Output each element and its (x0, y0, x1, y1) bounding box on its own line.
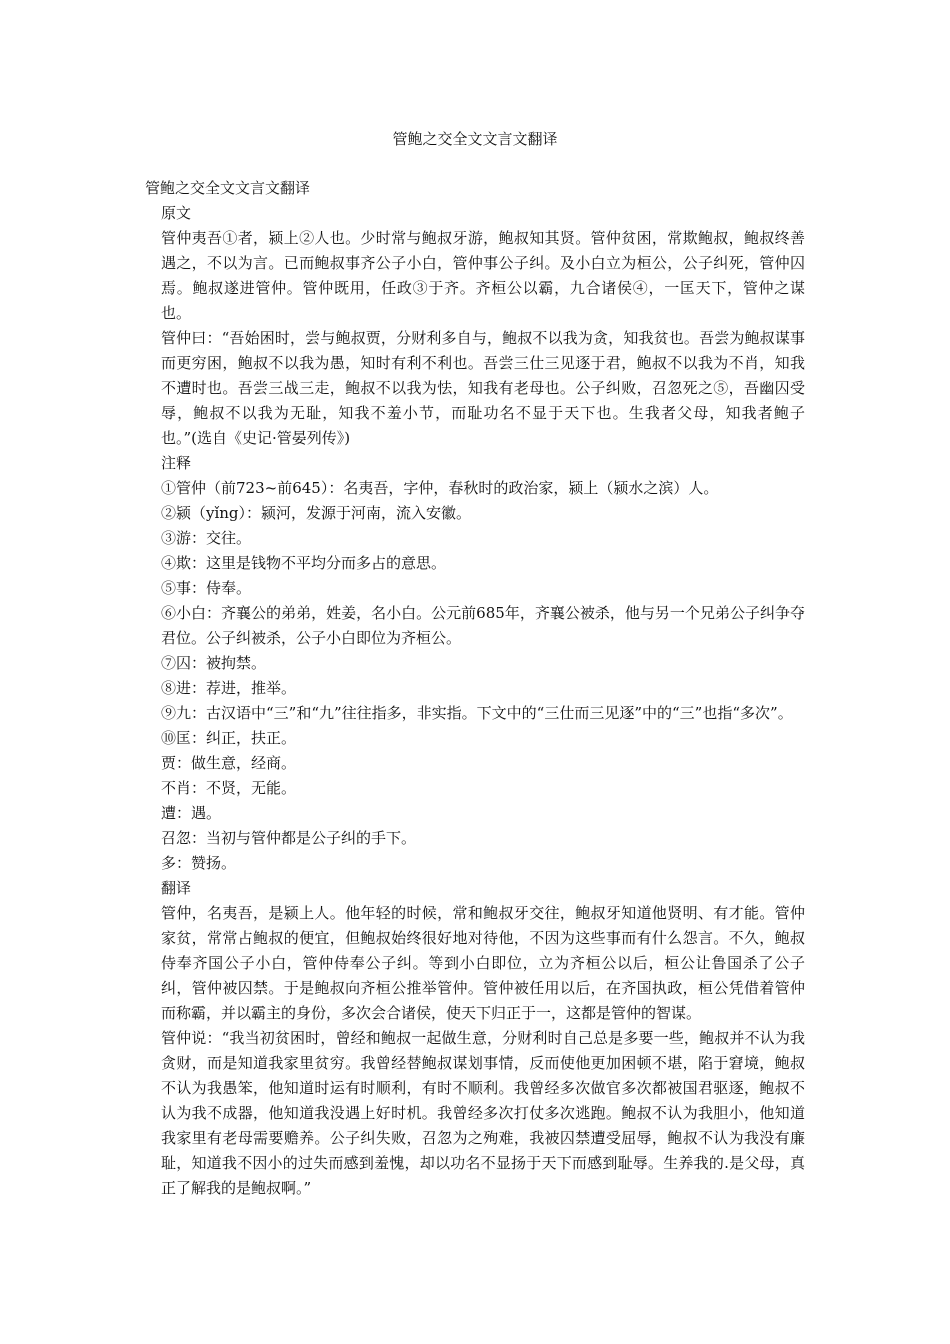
note-item: ⑩匡：纠正，扶正。 (161, 729, 297, 747)
translation-paragraph: 管仲说：“我当初贫困时，曾经和鲍叔一起做生意，分财利时自己总是多要一些，鲍叔并不认为我贪财，而是知道我家里贫穷。我曾经替鲍叔谋划事情，反而使他更加困顿不堪，陷于窘境，鲍叔不认为我愚笨，他知道时运有时顺利，有时不顺利。我曾经多次做官多次都被国君驱逐，鲍叔不认为我不成器，他知道我没遇上好时机。我曾经多次打仗多次逃跑。鲍叔不认为我胆小，他知道我家里有老母需要赡养。公子纠失败，召忽为之殉难，我被囚禁遭受屈辱，鲍叔不认为我没有廉耻，知道我不因小的过失而感到羞愧，却以功名不显扬于天下而感到耻辱。生养我的.是父母，真正了解我的是鲍叔啊。” (161, 1029, 805, 1197)
note-item: 召忽：当初与管仲都是公子纠的手下。 (161, 829, 417, 847)
original-text-label: 原文 (161, 204, 192, 222)
document-title: 管鲍之交全文文言文翻译 (392, 130, 558, 148)
translation-paragraph: 管仲，名夷吾，是颍上人。他年轻的时候，常和鲍叔牙交往，鲍叔牙知道他贤明、有才能。管仲家贫，常常占鲍叔的便宜，但鲍叔始终很好地对待他，不因为这些事而有什么怨言。不久，鲍叔侍奉齐国公子小白，管仲侍奉公子纠。等到小白即位，立为齐桓公以后，桓公让鲁国杀了公子纠，管仲被囚禁。于是鲍叔向齐桓公推举管仲。管仲被任用以后，在齐国执政，桓公凭借着管仲而称霸，并以霸主的身份，多次会合诸侯，使天下归正于一，这都是管仲的智谋。 (161, 904, 805, 1022)
note-item: ③游：交往。 (161, 529, 252, 547)
note-item: ⑨九：古汉语中“三”和“九”往往指多，非实指。下文中的“三仕而三见逐”中的“三”也指“多次”。 (161, 704, 793, 722)
note-item: ①管仲（前723~前645）：名夷吾，字仲，春秋时的政治家，颍上（颍水之滨）人。 (161, 479, 719, 497)
translation-label: 翻译 (161, 879, 192, 897)
original-text-paragraph: 管仲夷吾①者，颍上②人也。少时常与鲍叔牙游，鲍叔知其贤。管仲贫困，常欺鲍叔，鲍叔终善遇之，不以为言。已而鲍叔事齐公子小白，管仲事公子纠。及小白立为桓公，公子纠死，管仲囚焉。鲍叔遂进管仲。管仲既用，任政③于齐。齐桓公以霸，九合诸侯④，一匡天下，管仲之谋也。 (161, 229, 805, 322)
note-item: 多：赞扬。 (161, 854, 237, 872)
original-text-paragraph: 管仲曰：“吾始困时，尝与鲍叔贾，分财利多自与，鲍叔不以我为贪，知我贫也。吾尝为鲍叔谋事而更穷困，鲍叔不以我为愚，知时有利不利也。吾尝三仕三见逐于君，鲍叔不以我为不肖，知我不遭时也。吾尝三战三走，鲍叔不以我为怯，知我有老母也。公子纠败，召忽死之⑤，吾幽囚受辱，鲍叔不以我为无耻，知我不羞小节，而耻功名不显于天下也。生我者父母，知我者鲍子也。”(选自《史记·管晏列传》) (161, 329, 805, 447)
note-item: 不肖：不贤，无能。 (161, 779, 297, 797)
document-body (145, 176, 805, 1201)
section-heading: 管鲍之交全文文言文翻译 (145, 179, 311, 197)
notes-label: 注释 (161, 454, 192, 472)
note-item: 遭：遇。 (161, 804, 222, 822)
note-item: ⑤事：侍奉。 (161, 579, 252, 597)
note-item: ②颍（yǐng）：颍河，发源于河南，流入安徽。 (161, 504, 472, 522)
note-item: ⑥小白：齐襄公的弟弟，姓姜，名小白。公元前685年，齐襄公被杀，他与另一个兄弟公子纠争夺君位。公子纠被杀，公子小白即位为齐桓公。 (161, 604, 805, 647)
note-item: ④欺：这里是钱物不平均分而多占的意思。 (161, 554, 447, 572)
note-item: 贾：做生意，经商。 (161, 754, 297, 772)
note-item: ⑦囚：被拘禁。 (161, 654, 267, 672)
note-item: ⑧进：荐进，推举。 (161, 679, 297, 697)
